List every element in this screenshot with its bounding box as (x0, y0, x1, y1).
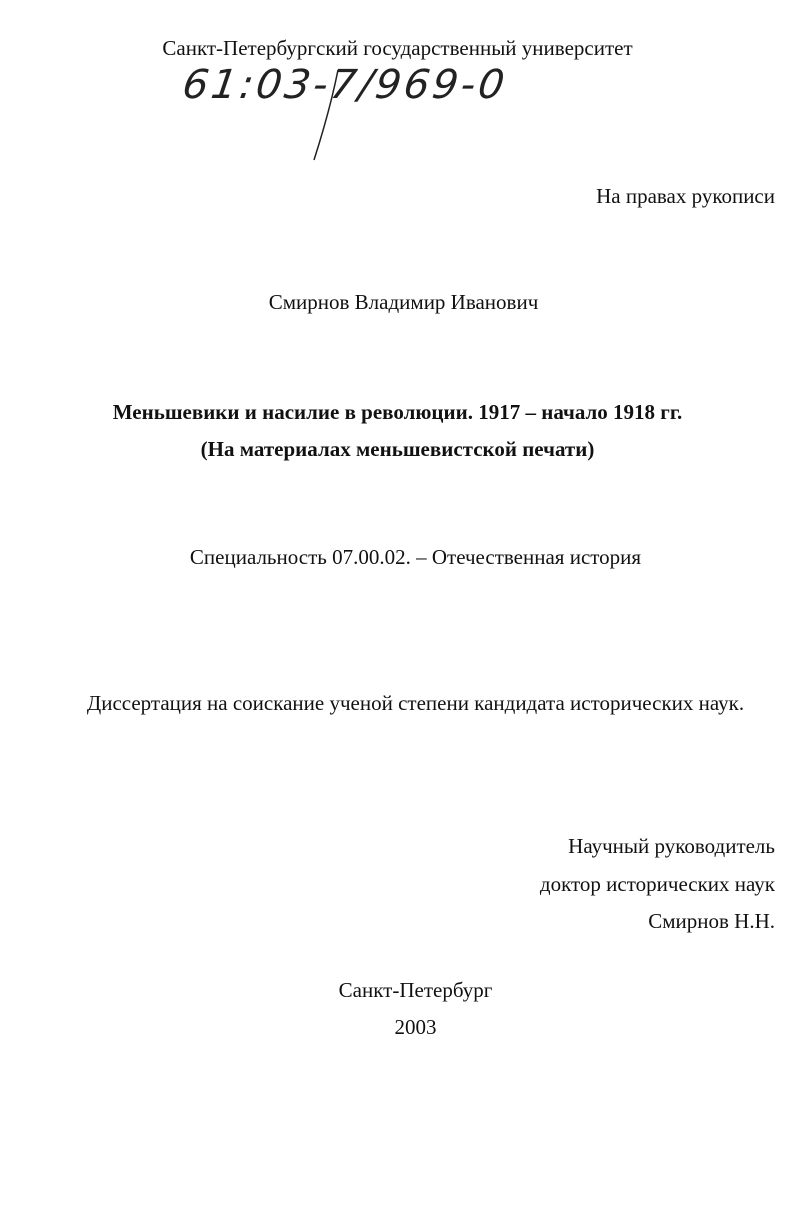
specialty: Специальность 07.00.02. – Отечественная история (189, 545, 642, 569)
thesis-title-line1: Меньшевики и насилие в революции. 1917 – начало 1918 гг. (112, 400, 683, 424)
supervisor-name: Смирнов Н.Н. (648, 909, 775, 933)
handwritten-slash-stroke (0, 0, 795, 200)
dissertation-statement: Диссертация на соискание ученой степени кандидата исторических наук. (86, 691, 745, 715)
author-name: Смирнов Владимир Иванович (268, 290, 539, 314)
handwritten-archive-number: 61:03-7/969-0 (179, 62, 511, 108)
supervisor-label: Научный руководитель (568, 834, 775, 858)
university-name: Санкт-Петербургский государственный университет (162, 36, 633, 60)
year: 2003 (394, 1015, 437, 1039)
manuscript-note: На правах рукописи (596, 184, 775, 208)
supervisor-degree: доктор исторических наук (539, 872, 775, 896)
thesis-title-line2: (На материалах меньшевистской печати) (200, 437, 595, 461)
city: Санкт-Петербург (338, 978, 493, 1002)
